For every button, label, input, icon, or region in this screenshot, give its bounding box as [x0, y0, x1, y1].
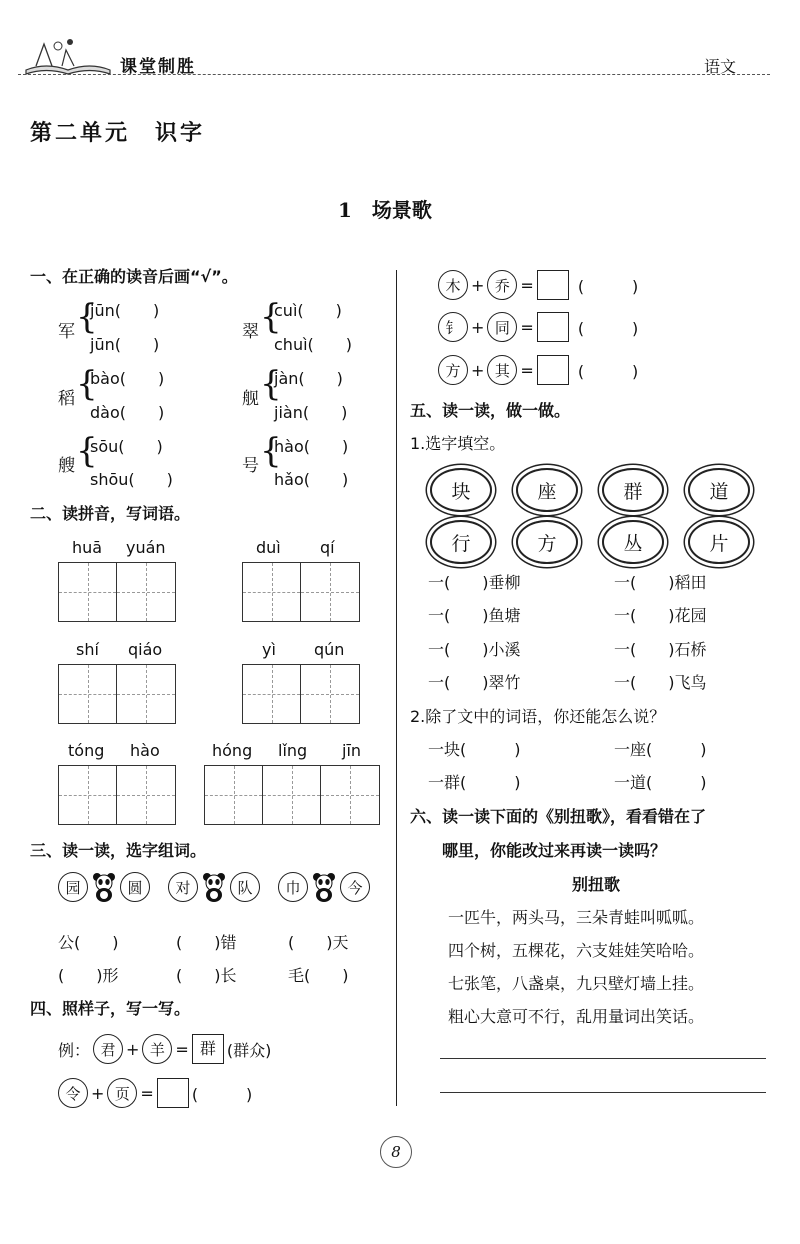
char-circle: 今 [340, 872, 370, 902]
s1-option[interactable]: chuì( ) [274, 335, 353, 354]
s1-char: 舰 [242, 389, 259, 409]
column-divider [396, 270, 397, 1106]
char-pair [278, 872, 370, 902]
plus-sign: + [126, 1039, 140, 1059]
pinyin: huā [72, 538, 103, 557]
s1-option[interactable]: jūn( ) [90, 335, 160, 354]
char-circle: 队 [230, 872, 260, 902]
component-circle: 君 [93, 1034, 123, 1064]
plus-sign: + [471, 360, 485, 380]
s1-char: 稻 [58, 389, 75, 409]
brace: { [260, 297, 282, 337]
writing-grid[interactable] [242, 664, 360, 724]
lesson-title: 1 场景歌 [338, 198, 432, 222]
brace: { [76, 431, 98, 471]
word-blank[interactable]: ( ) [577, 318, 639, 338]
answer-box[interactable] [157, 1078, 189, 1108]
char-pair [168, 872, 260, 902]
example-row [58, 1034, 271, 1064]
brace: { [76, 364, 98, 404]
s1-option[interactable]: sōu( ) [90, 437, 163, 456]
char-circle: 对 [168, 872, 198, 902]
fill-blank[interactable]: 公( ) [58, 933, 119, 952]
brace: { [260, 431, 282, 471]
panda-icon [90, 872, 118, 902]
equals-sign: = [140, 1083, 154, 1103]
word-flower: 群 [602, 468, 664, 512]
word-blank[interactable]: ( ) [577, 276, 639, 296]
fill-blank[interactable]: 毛( ) [288, 966, 349, 985]
char-circle: 园 [58, 872, 88, 902]
component-circle: 羊 [142, 1034, 172, 1064]
fill-blank[interactable]: 一道( ) [614, 773, 707, 792]
s1-option[interactable]: dào( ) [90, 403, 165, 422]
section4-heading: 四、照样子，写一写。 [30, 999, 191, 1018]
char-circle: 圆 [120, 872, 150, 902]
word-flower: 座 [516, 468, 578, 512]
fill-blank[interactable]: 一( )石桥 [614, 640, 707, 659]
plus-sign: + [91, 1083, 105, 1103]
pinyin: qún [314, 640, 345, 659]
compose-row [438, 312, 638, 342]
component-circle: 方 [438, 355, 468, 385]
s1-option[interactable]: hǎo( ) [274, 470, 349, 489]
word-flower: 块 [430, 468, 492, 512]
section3-heading: 三、读一读，选字组词。 [30, 841, 207, 860]
pinyin: tóng [68, 741, 105, 760]
component-circle: 令 [58, 1078, 88, 1108]
pinyin: yì [262, 640, 276, 659]
fill-blank[interactable]: 一群( ) [428, 773, 521, 792]
fill-blank[interactable]: 一( )花园 [614, 606, 707, 625]
word-flower: 片 [688, 520, 750, 564]
writing-grid[interactable] [242, 562, 360, 622]
pinyin: qí [320, 538, 335, 557]
poem-line: 七张笔，八盏桌，九只壁灯墙上挂。 [448, 974, 705, 993]
example-word: (群众) [226, 1040, 272, 1060]
fill-blank[interactable]: ( )长 [176, 966, 237, 985]
brace: { [260, 364, 282, 404]
pinyin: duì [256, 538, 281, 557]
component-circle: 其 [487, 355, 517, 385]
page-number: 8 [380, 1136, 412, 1168]
writing-grid[interactable] [204, 765, 380, 825]
word-flower: 丛 [602, 520, 664, 564]
fill-blank[interactable]: 一( )翠竹 [428, 673, 521, 692]
s1-option[interactable]: hào( ) [274, 437, 349, 456]
pinyin: qiáo [128, 640, 163, 659]
s1-option[interactable]: jiàn( ) [274, 403, 348, 422]
compose-row [438, 270, 638, 300]
poem-line: 粗心大意可不行，乱用量词出笑话。 [448, 1007, 705, 1026]
q1-label: 1.选字填空。 [410, 434, 506, 453]
book-logo-icon [22, 36, 114, 78]
pinyin: lǐng [278, 741, 308, 760]
equals-sign: = [520, 360, 534, 380]
section6-heading: 六、读一读下面的《别扭歌》，看看错在了 [410, 807, 707, 826]
pinyin: hóng [212, 741, 253, 760]
word-flower: 道 [688, 468, 750, 512]
header-rule [18, 74, 770, 75]
answer-box[interactable] [537, 355, 569, 385]
component-circle: 木 [438, 270, 468, 300]
plus-sign: + [471, 275, 485, 295]
word-flower: 方 [516, 520, 578, 564]
word-blank[interactable]: ( ) [577, 361, 639, 381]
component-circle: 页 [107, 1078, 137, 1108]
compose-row [58, 1078, 252, 1108]
char-pair [58, 872, 150, 902]
s1-option[interactable]: bào( ) [90, 369, 165, 388]
writing-grid[interactable] [58, 562, 176, 622]
component-circle: 乔 [487, 270, 517, 300]
poem-title: 别扭歌 [572, 875, 621, 894]
fill-blank[interactable]: 一( )稻田 [614, 573, 707, 592]
component-circle: 钅 [438, 312, 468, 342]
s1-char: 艘 [58, 456, 75, 476]
fill-blank[interactable]: 一( )小溪 [428, 640, 521, 659]
s1-char: 军 [58, 322, 75, 342]
answer-line[interactable] [440, 1092, 766, 1093]
example-prefix: 例： [58, 1040, 91, 1060]
result-box: 群 [192, 1034, 224, 1064]
char-circle: 巾 [278, 872, 308, 902]
panda-icon [310, 872, 338, 902]
q2-label: 2.除了文中的词语，你还能怎么说？ [410, 707, 666, 726]
fill-blank[interactable]: 一座( ) [614, 740, 707, 759]
fill-blank[interactable]: 一( )垂柳 [428, 573, 521, 592]
pinyin: yuán [126, 538, 166, 557]
fill-blank[interactable]: ( )天 [288, 933, 349, 952]
s1-option[interactable]: shōu( ) [90, 470, 173, 489]
word-flower: 行 [430, 520, 492, 564]
answer-box[interactable] [537, 270, 569, 300]
poem-line: 四个树，五棵花，六支娃娃笑哈哈。 [448, 941, 705, 960]
section2-heading: 二、读拼音，写词语。 [30, 504, 191, 523]
fill-blank[interactable]: 一( )鱼塘 [428, 606, 521, 625]
unit-title: 第二单元 识字 [30, 121, 206, 146]
s1-option[interactable]: cuì( ) [274, 301, 342, 320]
component-circle: 同 [487, 312, 517, 342]
equals-sign: = [520, 275, 534, 295]
fill-blank[interactable]: 一块( ) [428, 740, 521, 759]
compose-row [438, 355, 638, 385]
pinyin: hào [130, 741, 160, 760]
s1-char: 翠 [242, 322, 259, 342]
fill-blank[interactable]: ( )错 [176, 933, 237, 952]
pinyin: jīn [342, 741, 362, 760]
s1-char: 号 [242, 456, 259, 476]
poem-line: 一匹牛，两头马，三朵青蛙叫呱呱。 [448, 908, 705, 927]
panda-icon [200, 872, 228, 902]
subject-label: 语文 [704, 57, 737, 76]
answer-box[interactable] [537, 312, 569, 342]
fill-blank[interactable]: 一( )飞鸟 [614, 673, 707, 692]
writing-grid[interactable] [58, 664, 176, 724]
brand-title: 课堂制胜 [120, 57, 196, 77]
fill-blank[interactable]: ( )形 [58, 966, 119, 985]
writing-grid[interactable] [58, 765, 176, 825]
equals-sign: = [175, 1039, 189, 1059]
brace: { [76, 297, 98, 337]
s1-option[interactable]: jūn( ) [90, 301, 160, 320]
section1-heading: 一、在正确的读音后画“√”。 [30, 267, 238, 286]
equals-sign: = [520, 317, 534, 337]
s1-option[interactable]: jàn( ) [274, 369, 343, 388]
pinyin: shí [76, 640, 99, 659]
answer-line[interactable] [440, 1058, 766, 1059]
section5-heading: 五、读一读，做一做。 [410, 401, 571, 420]
plus-sign: + [471, 317, 485, 337]
word-blank[interactable]: ( ) [191, 1084, 253, 1104]
section6-heading-cont: 哪里，你能改过来再读一读吗？ [442, 841, 667, 860]
